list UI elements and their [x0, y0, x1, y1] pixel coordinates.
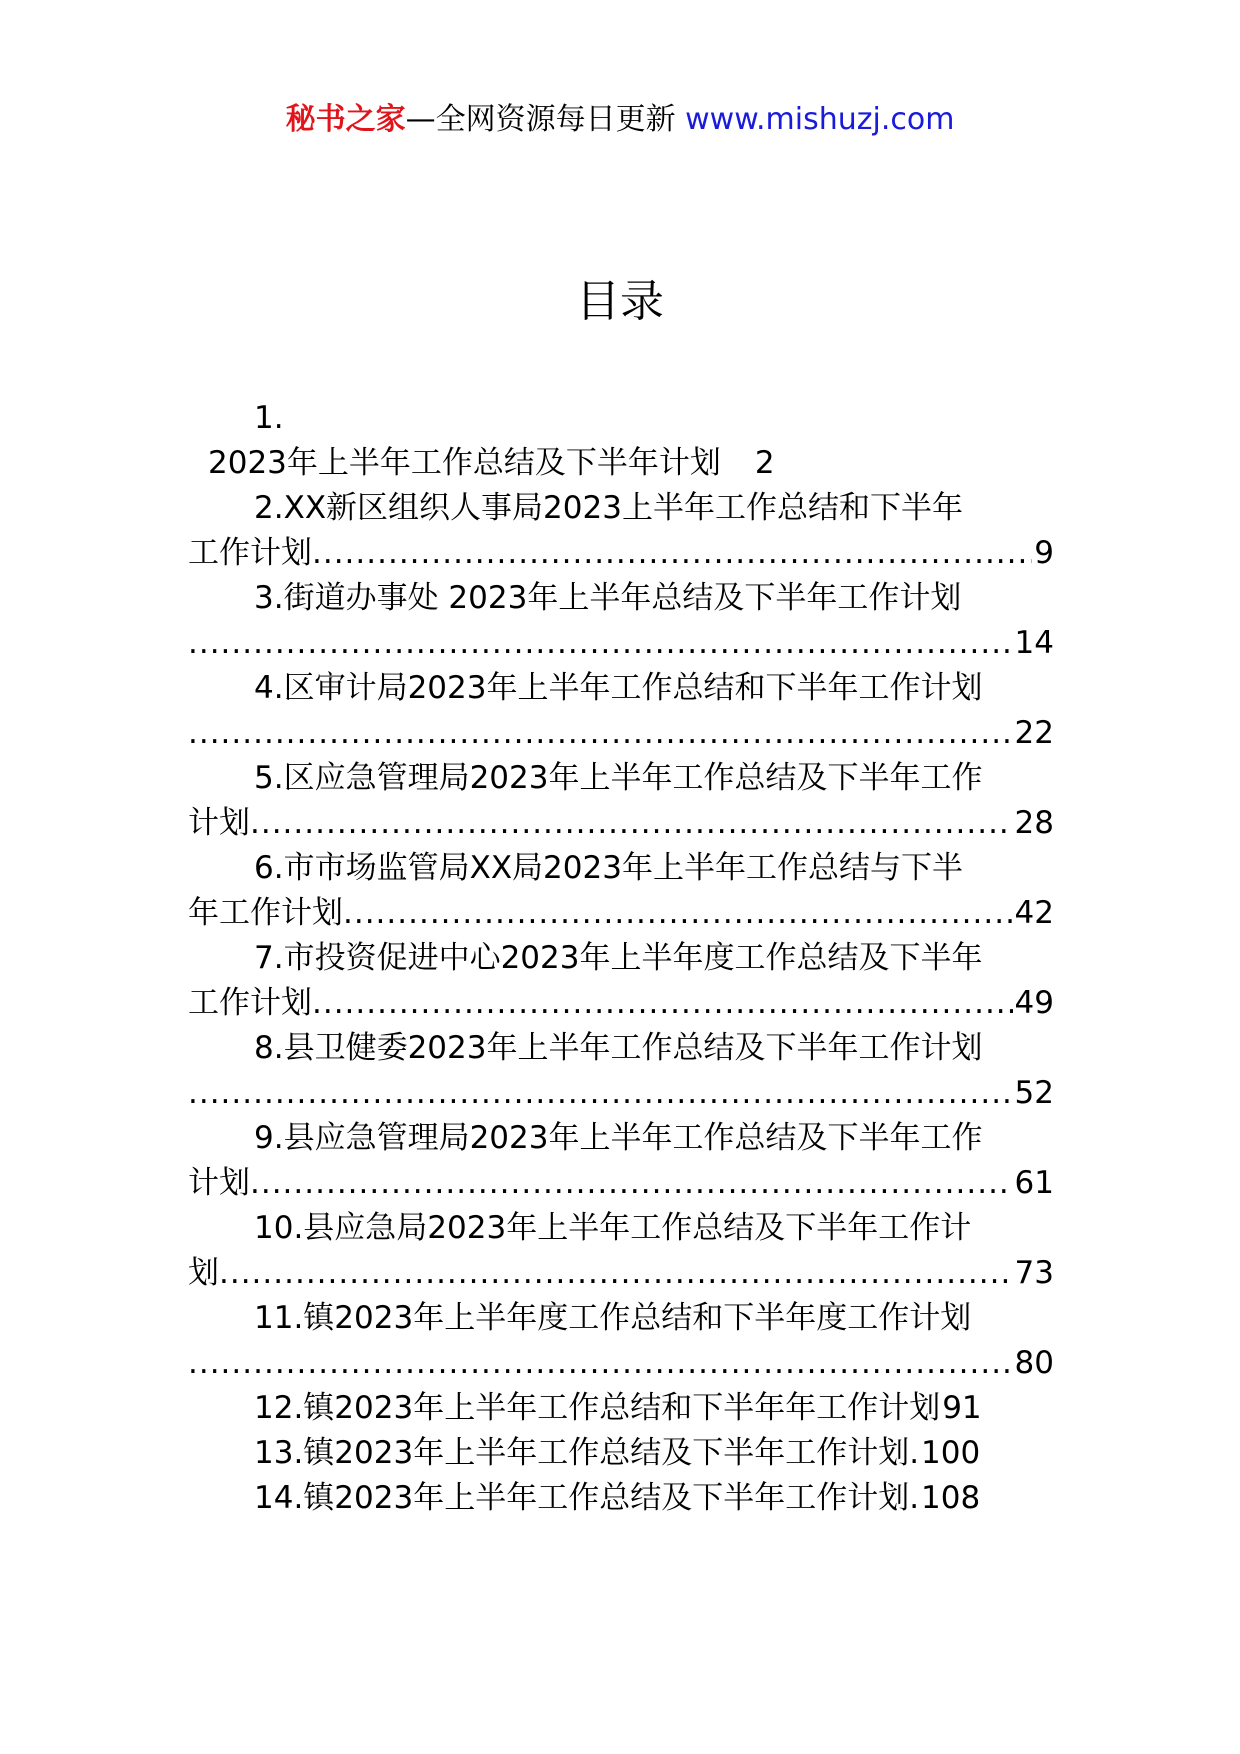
toc-page-number: 49	[1014, 985, 1054, 1021]
toc-entry-7[interactable]	[188, 936, 1054, 1026]
toc-page-number: 91	[942, 1390, 982, 1426]
toc-entry-title: 2023年上半年工作总结及下半年计划	[208, 445, 721, 481]
toc-page-number: 2	[754, 445, 775, 481]
toc-entry-title: 9.县应急管理局2023年上半年工作总结及下半年工作	[254, 1120, 983, 1156]
toc-entry-9[interactable]	[188, 1116, 1054, 1206]
site-header	[0, 100, 1240, 140]
toc-entry-title: 4.区审计局2023年上半年工作总结和下半年工作计划	[254, 670, 983, 706]
toc-entry-title: 12.镇2023年上半年工作总结和下半年年工作计划	[254, 1390, 941, 1426]
page-title: 目录	[576, 276, 664, 327]
toc-leader-dots	[188, 621, 1013, 666]
toc-entry-8[interactable]	[188, 1026, 1054, 1116]
toc-entry-title: 11.镇2023年上半年度工作总结和下半年度工作计划	[254, 1300, 972, 1336]
toc-page-number: 80	[1014, 1345, 1054, 1381]
toc-entry-10[interactable]	[188, 1206, 1054, 1296]
toc-entry-5[interactable]	[188, 756, 1054, 846]
toc-page-number: 9	[1034, 535, 1054, 571]
brand-name: 秘书之家	[285, 102, 406, 137]
toc-entry-title-cont: 计划	[188, 805, 250, 841]
site-url-link[interactable]: www.mishuzj.com	[685, 102, 955, 137]
toc-page-number: 108	[921, 1480, 981, 1516]
toc-page-number: 52	[1014, 1075, 1054, 1111]
toc-entry-13[interactable]	[188, 1431, 1054, 1476]
table-of-contents	[188, 396, 1054, 1521]
toc-page-number: 22	[1014, 715, 1054, 751]
toc-leader-dots	[219, 1251, 1013, 1296]
toc-leader-dots	[188, 711, 1013, 756]
toc-entry-title: 3.街道办事处 2023年上半年总结及下半年工作计划	[254, 580, 962, 616]
toc-page-number: 28	[1014, 805, 1054, 841]
toc-entry-title: 6.市市场监管局XX局2023年上半年工作总结与下半	[254, 850, 963, 886]
toc-entry-title: 13.镇2023年上半年工作总结及下半年工作计划.	[254, 1435, 920, 1471]
toc-page-number: 42	[1014, 895, 1054, 931]
toc-leader-dots	[312, 531, 1032, 576]
toc-entry-title: 10.县应急局2023年上半年工作总结及下半年工作计	[254, 1210, 972, 1246]
toc-entry-title-cont: 年工作计划	[188, 895, 343, 931]
toc-page-number: 73	[1014, 1255, 1054, 1291]
toc-entry-4[interactable]	[188, 666, 1054, 756]
header-slogan: —全网资源每日更新	[405, 102, 676, 137]
toc-leader-dots	[343, 891, 1013, 936]
toc-entry-1[interactable]	[188, 396, 1054, 486]
toc-entry-title: 2.XX新区组织人事局2023上半年工作总结和下半年	[254, 490, 963, 526]
toc-entry-title: 5.区应急管理局2023年上半年工作总结及下半年工作	[254, 760, 983, 796]
toc-entry-title-cont: 划	[188, 1255, 219, 1291]
toc-entry-3[interactable]	[188, 576, 1054, 666]
toc-entry-title: 8.县卫健委2023年上半年工作总结及下半年工作计划	[254, 1030, 983, 1066]
toc-entry-12[interactable]	[188, 1386, 1054, 1431]
toc-leader-dots	[312, 981, 1013, 1026]
toc-page-number: 100	[921, 1435, 981, 1471]
toc-entry-number: 1.	[254, 400, 284, 436]
toc-leader-dots	[250, 1161, 1013, 1206]
toc-entry-title: 14.镇2023年上半年工作总结及下半年工作计划.	[254, 1480, 920, 1516]
toc-entry-title: 7.市投资促进中心2023年上半年度工作总结及下半年	[254, 940, 983, 976]
toc-entry-11[interactable]	[188, 1296, 1054, 1386]
toc-leader-dots	[250, 801, 1013, 846]
toc-leader-dots	[188, 1341, 1013, 1386]
toc-entry-6[interactable]	[188, 846, 1054, 936]
toc-page-number: 14	[1014, 625, 1054, 661]
toc-entry-14[interactable]	[188, 1476, 1054, 1521]
toc-entry-title-cont: 工作计划	[188, 985, 312, 1021]
toc-leader-dots	[188, 1071, 1013, 1116]
toc-page-number: 61	[1014, 1165, 1054, 1201]
toc-entry-2[interactable]	[188, 486, 1054, 576]
toc-entry-title-cont: 工作计划	[188, 535, 312, 571]
toc-entry-title-cont: 计划	[188, 1165, 250, 1201]
